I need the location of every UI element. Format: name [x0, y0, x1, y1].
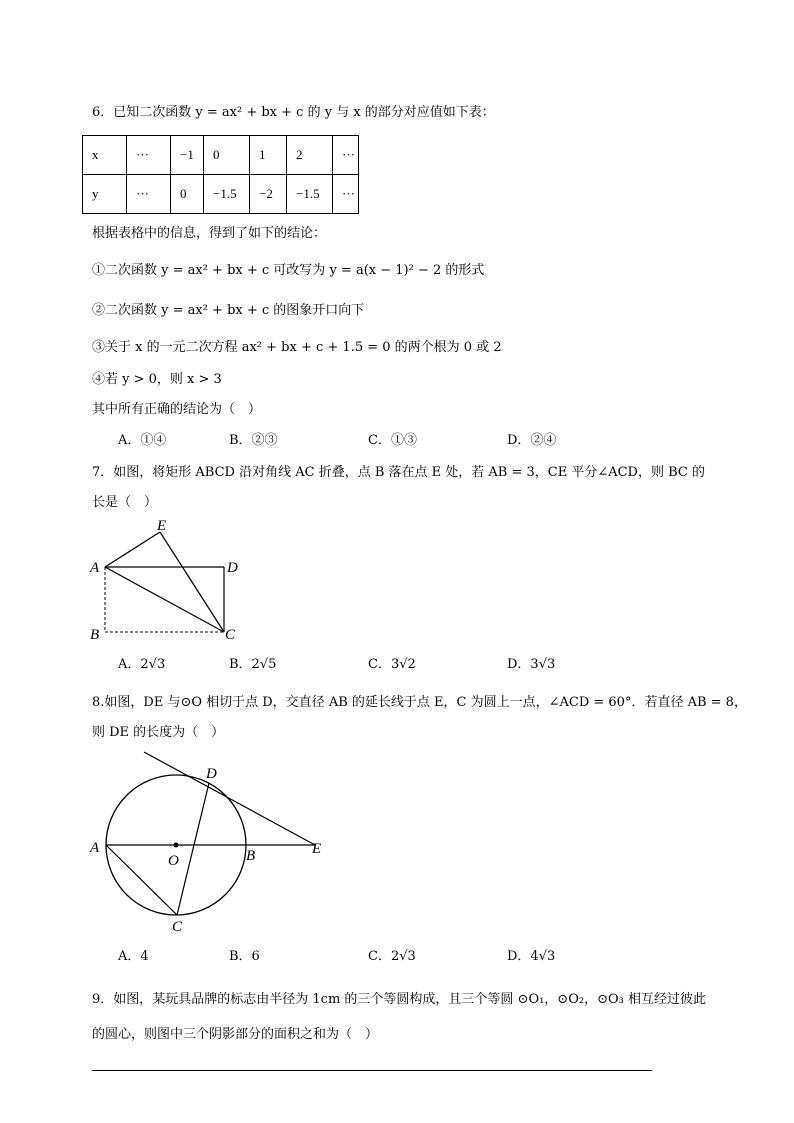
q7-rectangle-figure: [85, 515, 255, 645]
segment-ae: [105, 532, 160, 567]
table-cell: 0: [171, 175, 204, 214]
q8-option-d: D．4√3: [507, 949, 556, 964]
q8-option-a: A．4: [118, 949, 149, 964]
q6-intro: 根据表格中的信息，得到了如下的结论：: [92, 226, 327, 241]
point-label-b: B: [246, 848, 256, 864]
point-label-e: E: [157, 518, 167, 534]
center-o-dot: [174, 843, 179, 848]
q8-stem-line2: 则 DE 的长度为（ ）: [92, 725, 225, 740]
q6-stem: 6．已知二次函数 y = ax² + bx + c 的 y 与 x 的部分对应值如下表：: [92, 105, 495, 120]
table-cell: ···: [333, 175, 359, 214]
q6-value-table: [82, 135, 359, 214]
table-cell: 0: [204, 136, 250, 175]
table-cell: ···: [127, 175, 171, 214]
q6-conclusion-4: ④若 y > 0，则 x > 3: [92, 372, 222, 387]
point-label-d: D: [227, 560, 238, 576]
table-cell: 2: [287, 136, 333, 175]
table-cell: x: [83, 136, 127, 175]
q9-stem-line2: 的圆心，则图中三个阴影部分的面积之和为（ ）: [92, 1027, 379, 1042]
point-label-e: E: [312, 841, 322, 857]
point-label-c: C: [172, 919, 183, 935]
q6-option-d: D．②④: [507, 433, 557, 448]
chord-ac: [106, 845, 177, 915]
table-cell: −1.5: [204, 175, 250, 214]
q8-option-c: C．2√3: [368, 949, 416, 964]
q6-option-c: C．①③: [368, 433, 417, 448]
point-label-a: A: [90, 560, 100, 576]
q9-stem-line1: 9．如图，某玩具品牌的标志由半径为 1cm 的三个等圆构成，且三个等圆 ⊙O₁，⊙O₂，⊙O₃ 相互经过彼此: [92, 992, 706, 1007]
chord-dc: [177, 783, 209, 915]
point-label-b: B: [90, 627, 100, 643]
q7-option-c: C．3√2: [368, 657, 416, 672]
point-label-d: D: [206, 766, 217, 782]
q6-option-a: A．①④: [118, 433, 167, 448]
q6-conclusion-3: ③关于 x 的一元二次方程 ax² + bx + c + 1.5 = 0 的两个根为 0 或 2: [92, 340, 502, 355]
segment-ec: [160, 532, 224, 632]
table-cell: −1.5: [287, 175, 333, 214]
table-cell: y: [83, 175, 127, 214]
q6-conclusion-2: ②二次函数 y = ax² + bx + c 的图象开口向下: [92, 303, 365, 318]
q6-option-b: B．②③: [229, 433, 278, 448]
q7-option-d: D．3√3: [507, 657, 556, 672]
table-row: [83, 175, 359, 214]
q7-option-b: B．2√5: [229, 657, 277, 672]
table-cell: ···: [333, 136, 359, 175]
point-label-c: C: [225, 627, 236, 643]
q8-stem-line1: 8.如图，DE 与⊙O 相切于点 D，交直径 AB 的延长线于点 E，C 为圆上一点，∠ACD = 60°．若直径 AB = 8，: [92, 695, 747, 710]
q7-option-a: A．2√3: [118, 657, 166, 672]
point-label-o: O: [168, 853, 179, 869]
q7-stem-line1: 7．如图，将矩形 ABCD 沿对角线 AC 折叠，点 B 落在点 E 处，若 AB = 3，CE 平分∠ACD，则 BC 的: [92, 465, 705, 480]
table-cell: −2: [250, 175, 287, 214]
table-cell: ···: [127, 136, 171, 175]
q7-stem-line2: 长是（ ）: [92, 495, 158, 510]
table-row: [83, 136, 359, 175]
table-cell: 1: [250, 136, 287, 175]
point-label-a: A: [90, 840, 100, 856]
table-cell: −1: [171, 136, 204, 175]
q6-prompt: 其中所有正确的结论为（ ）: [92, 402, 262, 417]
q8-circle-figure: [88, 745, 338, 935]
tangent-de: [144, 752, 315, 845]
diagonal-ac: [105, 567, 224, 632]
q8-option-b: B．6: [229, 949, 260, 964]
page-footer-rule: [92, 1070, 652, 1071]
q6-conclusion-1: ①二次函数 y = ax² + bx + c 可改写为 y = a(x − 1)² − 2 的形式: [92, 263, 485, 278]
